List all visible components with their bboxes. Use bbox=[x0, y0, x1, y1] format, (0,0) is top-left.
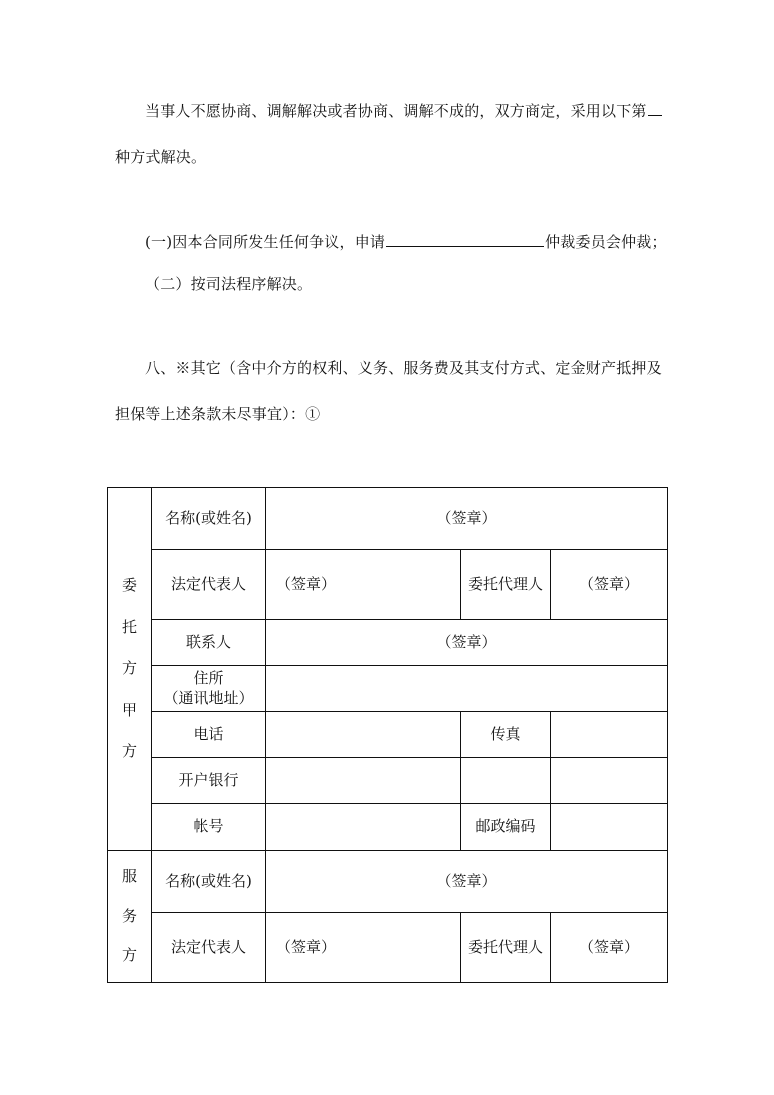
option-arbitration: (一)因本合同所发生任何争议，申请 仲裁委员会仲裁； bbox=[145, 233, 667, 251]
table-row bbox=[108, 488, 668, 550]
party-a-account-label: 帐号 bbox=[152, 804, 266, 851]
party-a-contact-label: 联系人 bbox=[152, 620, 266, 666]
party-a-fax-label: 传真 bbox=[461, 712, 551, 758]
party-a-bank-label: 开户银行 bbox=[152, 758, 266, 804]
table-row bbox=[108, 913, 668, 983]
party-b-legal-rep-seal[interactable]: （签章） bbox=[266, 913, 461, 983]
party-a-phone-field[interactable] bbox=[266, 712, 461, 758]
party-b-name-label: 名称(或姓名) bbox=[152, 851, 266, 913]
section-8-line-1: 八、※其它（含中介方的权利、义务、服务费及其支付方式、定金财产抵押及 bbox=[145, 359, 662, 377]
party-b-agent-seal[interactable]: （签章） bbox=[551, 913, 668, 983]
table-row bbox=[108, 550, 668, 620]
option-number-blank bbox=[648, 103, 662, 116]
table-row bbox=[108, 804, 668, 851]
party-a-bank-field[interactable] bbox=[266, 758, 461, 804]
party-b-legal-rep-label: 法定代表人 bbox=[152, 913, 266, 983]
paragraph-1-line-2: 种方式解决。 bbox=[115, 148, 207, 166]
party-a-postcode-label: 邮政编码 bbox=[461, 804, 551, 851]
party-b-label: 服 务 方 bbox=[108, 851, 152, 983]
party-a-postcode-field[interactable] bbox=[551, 804, 668, 851]
party-a-agent-label: 委托代理人 bbox=[461, 550, 551, 620]
table-row bbox=[108, 620, 668, 666]
paragraph-1-line-1: 当事人不愿协商、调解解决或者协商、调解不成的，双方商定，采用以下第 bbox=[145, 100, 663, 121]
party-a-name-label: 名称(或姓名) bbox=[152, 488, 266, 550]
party-a-phone-label: 电话 bbox=[152, 712, 266, 758]
party-a-name-seal[interactable]: （签章） bbox=[266, 488, 668, 550]
party-a-bank-extra-1[interactable] bbox=[461, 758, 551, 804]
table-row bbox=[108, 851, 668, 913]
party-a-legal-rep-label: 法定代表人 bbox=[152, 550, 266, 620]
arbitration-commission-blank bbox=[386, 234, 544, 247]
party-a-label: 委 托 方 甲 方 bbox=[108, 488, 152, 851]
table-row bbox=[108, 712, 668, 758]
table-row bbox=[108, 758, 668, 804]
party-a-address-field[interactable] bbox=[266, 666, 668, 712]
section-8-line-2: 担保等上述条款未尽事宜）：① bbox=[115, 405, 321, 423]
party-a-agent-seal[interactable]: （签章） bbox=[551, 550, 668, 620]
option-judicial: （二）按司法程序解决。 bbox=[145, 275, 313, 293]
table-row bbox=[108, 666, 668, 712]
party-b-agent-label: 委托代理人 bbox=[461, 913, 551, 983]
party-a-address-label: 住所 （通讯地址） bbox=[152, 666, 266, 712]
party-a-bank-extra-2[interactable] bbox=[551, 758, 668, 804]
party-info-table bbox=[107, 487, 668, 983]
party-a-contact-seal[interactable]: （签章） bbox=[266, 620, 668, 666]
party-b-name-seal[interactable]: （签章） bbox=[266, 851, 668, 913]
party-a-legal-rep-seal[interactable]: （签章） bbox=[266, 550, 461, 620]
party-a-fax-field[interactable] bbox=[551, 712, 668, 758]
party-a-account-field[interactable] bbox=[266, 804, 461, 851]
